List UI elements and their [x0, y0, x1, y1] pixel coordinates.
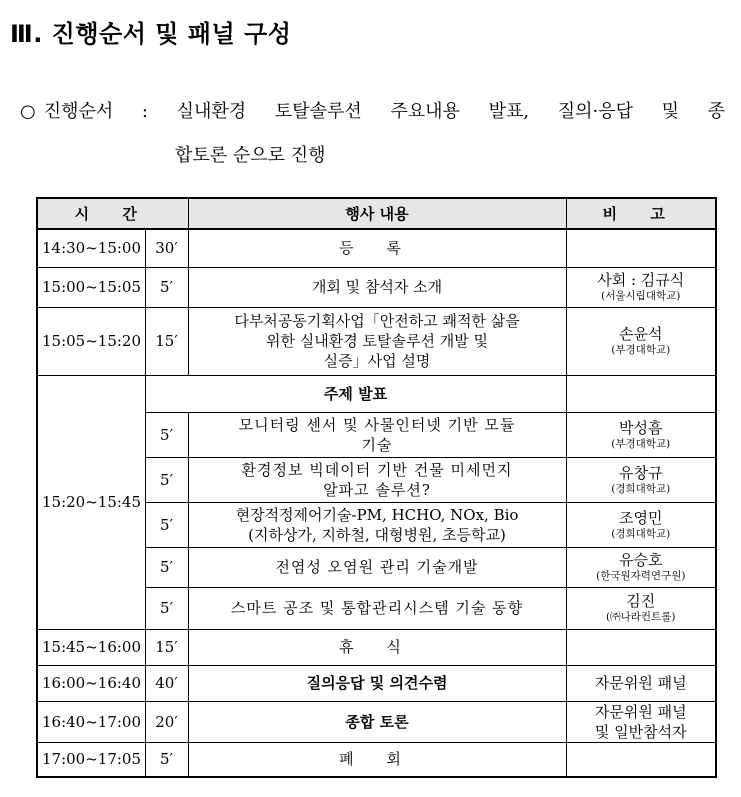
intro-word: 실내환경 — [176, 101, 247, 122]
presenter-affiliation: (부경대학교) — [611, 344, 671, 356]
note-cell — [566, 502, 716, 547]
time-cell: 15:20~15:45 — [37, 375, 145, 629]
table-row — [37, 665, 716, 701]
note-cell — [566, 701, 716, 742]
content-cell: 휴 식 — [188, 629, 566, 665]
time-cell: 16:40~17:00 — [37, 701, 145, 742]
content-line: 환경정보 빅데이터 기반 건물 미세먼지 — [241, 460, 513, 479]
note-cell — [566, 547, 716, 587]
intro-word: 및 — [661, 101, 679, 122]
intro-word: 주요내용 — [390, 101, 460, 122]
table-header-row — [37, 198, 716, 229]
note-cell — [566, 267, 716, 307]
duration-cell: 5′ — [145, 502, 188, 547]
intro-line-2: 합토론 순으로 진행 — [175, 145, 326, 166]
content-cell — [188, 412, 566, 457]
content-line: 실증」사업 설명 — [323, 352, 431, 370]
table-row — [37, 307, 716, 375]
presenter-name: 유승호 — [619, 551, 663, 569]
presenter-name: 박성흠 — [619, 418, 663, 437]
note-cell — [566, 457, 716, 502]
presenter-affiliation: (부경대학교) — [611, 437, 671, 450]
duration-cell: 20′ — [145, 701, 188, 742]
duration-cell: 5′ — [145, 267, 188, 307]
table-row — [37, 701, 716, 742]
time-cell: 15:45~16:00 — [37, 629, 145, 665]
presenter-affiliation: (㈜나라컨트롤) — [606, 611, 676, 623]
content-cell: 폐 회 — [188, 742, 566, 777]
time-cell: 15:00~15:05 — [37, 267, 145, 307]
time-cell: 17:00~17:05 — [37, 742, 145, 777]
table-row — [37, 229, 716, 267]
table-row — [37, 629, 716, 665]
content-line: 모니터링 센서 및 사물인터넷 기반 모듈 — [238, 415, 516, 434]
intro-word: 토탈솔루션 — [274, 101, 362, 122]
duration-cell: 5′ — [145, 587, 188, 629]
header-time: 시 간 — [37, 198, 188, 229]
intro-word: 질의·응답 — [557, 101, 633, 122]
header-content: 행사 내용 — [188, 198, 566, 229]
content-cell — [188, 502, 566, 547]
content-line: 다부처공동기획사업「안전하고 쾌적한 삶을 — [234, 312, 520, 330]
content-cell — [188, 457, 566, 502]
content-line: (지하상가, 지하철, 대형병원, 초등학교) — [248, 525, 506, 544]
note-cell — [566, 412, 716, 457]
note-cell — [566, 742, 716, 777]
note-cell: 자문위원 패널 — [566, 665, 716, 701]
section-heading: Ⅲ. 진행순서 및 패널 구성 — [10, 20, 292, 48]
content-cell — [188, 307, 566, 375]
duration-cell: 5′ — [145, 412, 188, 457]
content-cell: 등 록 — [188, 229, 566, 267]
presenter-affiliation: (한국원자력연구원) — [596, 570, 686, 582]
content-line: 위한 실내환경 토탈솔루션 개발 및 — [266, 332, 488, 350]
header-note: 비 고 — [566, 198, 716, 229]
duration-cell: 15′ — [145, 307, 188, 375]
intro-paragraph — [20, 90, 725, 178]
content-cell: 스마트 공조 및 통합관리시스템 기술 동향 — [188, 587, 566, 629]
duration-cell: 5′ — [145, 742, 188, 777]
content-cell: 종합 토론 — [188, 701, 566, 742]
note-cell — [566, 587, 716, 629]
presenter-name: 사회 : 김규식 — [597, 271, 685, 289]
time-cell: 15:05~15:20 — [37, 307, 145, 375]
duration-cell: 5′ — [145, 457, 188, 502]
content-cell: 전염성 오염원 관리 기술개발 — [188, 547, 566, 587]
table-row — [37, 375, 716, 412]
duration-cell: 30′ — [145, 229, 188, 267]
note-cell — [566, 375, 716, 412]
presenter-affiliation: (서울시립대학교) — [601, 290, 681, 302]
content-line: 기술 — [361, 435, 393, 454]
note-cell — [566, 307, 716, 375]
time-cell: 14:30~15:00 — [37, 229, 145, 267]
table-row — [37, 742, 716, 777]
presenter-name: 조영민 — [619, 508, 663, 527]
note-cell — [566, 629, 716, 665]
intro-line-1 — [20, 90, 725, 134]
intro-word: : — [141, 101, 148, 122]
time-cell: 16:00~16:40 — [37, 665, 145, 701]
presenter-name: 손윤석 — [619, 325, 663, 343]
intro-bullet-group — [20, 90, 113, 134]
presenter-affiliation: (경희대학교) — [611, 482, 671, 495]
note-cell — [566, 229, 716, 267]
content-cell: 개회 및 참석자 소개 — [188, 267, 566, 307]
presenter-name: 유창규 — [619, 463, 663, 482]
presenter-name: 김진 — [626, 592, 656, 610]
duration-cell: 5′ — [145, 547, 188, 587]
circle-bullet-icon: ○ — [20, 101, 36, 122]
content-line: 현장적정제어기술-PM, HCHO, NOx, Bio — [235, 505, 519, 524]
duration-cell: 15′ — [145, 629, 188, 665]
presenter-affiliation: (경희대학교) — [611, 527, 671, 540]
intro-word: 진행순서 — [43, 101, 114, 122]
note-line: 및 일반참석자 — [594, 722, 687, 741]
content-cell: 질의응답 및 의견수렴 — [188, 665, 566, 701]
section-title-cell: 주제 발표 — [145, 375, 566, 412]
intro-word: 종 — [707, 101, 725, 122]
duration-cell: 40′ — [145, 665, 188, 701]
note-line: 자문위원 패널 — [594, 702, 687, 721]
schedule-table — [36, 197, 717, 778]
intro-word: 발표, — [488, 101, 530, 122]
content-line: 알파고 솔루션? — [323, 480, 431, 499]
table-row — [37, 267, 716, 307]
